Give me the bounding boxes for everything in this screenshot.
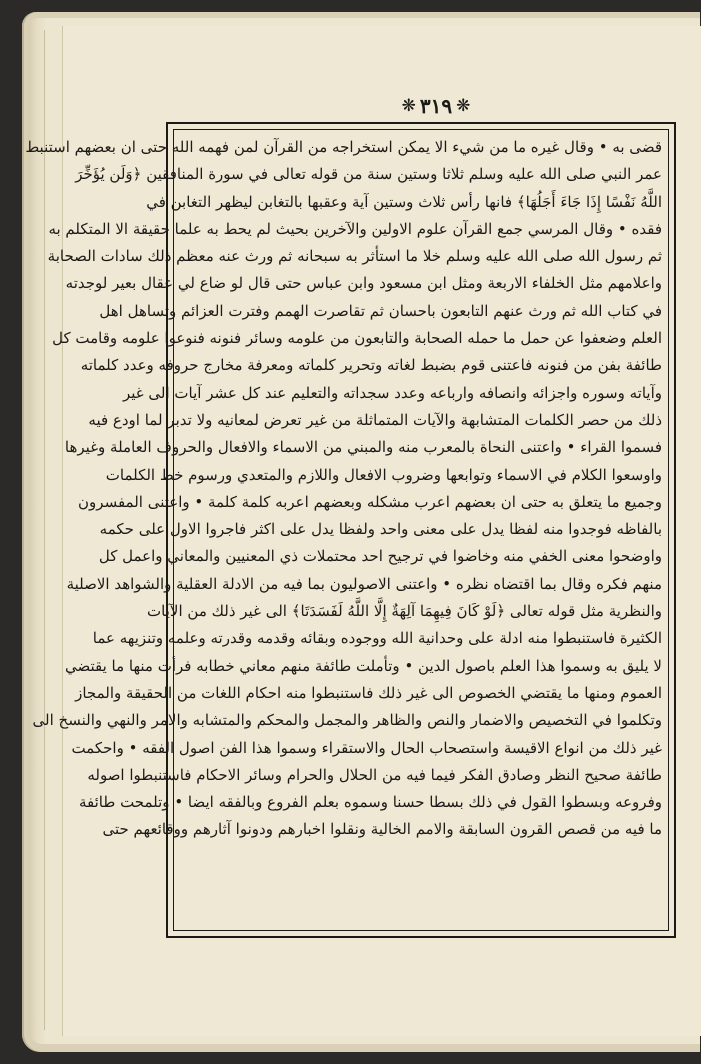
text-line: وجميع ما يتعلق به حتى ان بعضهم اعرب مشكله وبعضهم اعربه كلمة كلمة • واعتنى المفسرون	[78, 492, 662, 511]
text-line: الكثيرة فاستنبطوا منه ادلة على وحدانية الله ووجوده وبقائه وقدمه وقدرته وعلمه وتنزيهه عما	[92, 629, 662, 648]
text-line: ما فيه من قصص القرون السابقة والامم الخالية ونقلوا اخبارهم ودونوا آثارهم ووقائعهم حتى	[102, 820, 662, 839]
ornament-right-icon: ❋	[456, 95, 471, 116]
text-line: وآياته وسوره واجزائه وانصافه وارباعه وعدد سجداته والتعليم عند كل عشر آيات الى غير	[123, 383, 662, 402]
gutter-line	[44, 30, 45, 1030]
text-line: منهم فكره وقال بما اقتضاه نظره • واعتنى الاصوليون بما فيه من الادلة العقلية والشواهد الاصلية	[66, 574, 662, 593]
text-line: واوسعوا الكلام في الاسماء وتوابعها وضروب الافعال واللازم والمتعدي ورسوم خط الكلمات	[105, 465, 662, 484]
text-line: واوضحوا معنى الخفي منه وخاضوا في ترجيح احد محتملات ذي المعنيين والمعاني واعمل كل	[98, 547, 662, 566]
text-line: طائفة صحيح النظر وصادق الفكر فيما فيه من الحلال والحرام وسائر الاحكام فاستنبطوا اصوله	[87, 765, 662, 784]
text-line: العموم ومنها ما يقتضي الخصوص الى غير ذلك فاستنبطوا منه احكام اللغات من الحقيقة والمجاز	[75, 683, 662, 702]
text-line: والنظرية مثل قوله تعالى ﴿لَوْ كَانَ فِيهِمَا آلِهَةٌ إِلَّا اللَّهُ لَفَسَدَتَا﴾ الى غير ذلك من الآيات	[147, 602, 662, 621]
text-line: فقده • وقال المرسي جمع القرآن علوم الاولين والآخرين بحيث لم يحط به علما حقيقة الا المتكلم به	[48, 219, 662, 238]
text-line: لا يليق به وسموا هذا العلم باصول الدين • وتأملت طائفة منهم معاني خطابه فرأت منها ما يقتضي	[64, 656, 662, 675]
text-line: قضى به • وقال غيره ما من شيء الا يمكن استخراجه من القرآن لمن فهمه الله حتى ان بعضهم استنبط	[25, 138, 662, 156]
text-line: وفروعه وبسطوا القول في ذلك بسطا حسنا وسموه بعلم الفروع وبالفقه ايضا • وتلمحت طائفة	[79, 793, 662, 812]
text-line: ذلك من حصر الكلمات المتشابهة والآيات المتماثلة من غير تعرض لمعانيه ولا تدبر لما اودع فيه	[88, 410, 662, 429]
text-line: واعلامهم مثل الخلفاء الاربعة ومثل ابن مسعود وابن عباس حتى قال لو ضاع لي عقال بعير لوجدته	[65, 274, 662, 293]
page-number: ٣١٩	[419, 94, 453, 118]
text-line: بالفاظه فوجدوا منه لفظا يدل على معنى واحد ولفظا يدل على اكثر فاجروا الاول على حكمه	[99, 520, 662, 539]
body-text	[25, 134, 664, 928]
page-number-header	[396, 92, 476, 120]
text-line: طائفة بفن من فنونه فاعتنى قوم بضبط لغاته وتحرير كلماته ومعرفة مخارج حروفه وعدد كلماته	[80, 356, 662, 375]
text-line: فسموا القراء • واعتنى النحاة بالمعرب منه والمبني من الاسماء والافعال والحروف العاملة وغيرها	[64, 438, 662, 457]
text-line: ثم رسول الله صلى الله عليه وسلم خلا ما استأثر به سبحانه ثم ورث عنه معظم ذلك سادات الصحابة	[47, 247, 662, 266]
text-line: اللَّهُ نَفْسًا إِذَا جَاءَ أَجَلُهَا﴾ فانها رأس ثلاث وستين آية وعقبها بالتغابن ليظهر التغابن في	[146, 192, 662, 211]
ornament-left-icon: ❋	[401, 95, 416, 116]
text-line: غير ذلك من انواع الاقيسة واستصحاب الحال والاستقراء وسموا هذا الفن اصول الفقه • واحكمت	[71, 738, 662, 757]
text-line: في كتاب الله ثم ورث عنهم التابعون باحسان ثم تقاصرت الهمم وفترت العزائم وتساهل اهل	[99, 301, 662, 320]
text-line: عمر النبي صلى الله عليه وسلم ثلاثا وستين سنة من قوله تعالى في سورة المنافقين ﴿وَلَن يُؤَخِّرَ	[75, 165, 662, 184]
text-line: وتكلموا في التخصيص والاضمار والنص والظاهر والمجمل والمحكم والمتشابه والامر والنهي والنسخ الى	[32, 711, 662, 730]
text-line: العلم وضعفوا عن حمل ما حمله الصحابة والتابعون من علومه وسائر فنونه فنوعوا علومه وقامت كل	[52, 329, 662, 348]
